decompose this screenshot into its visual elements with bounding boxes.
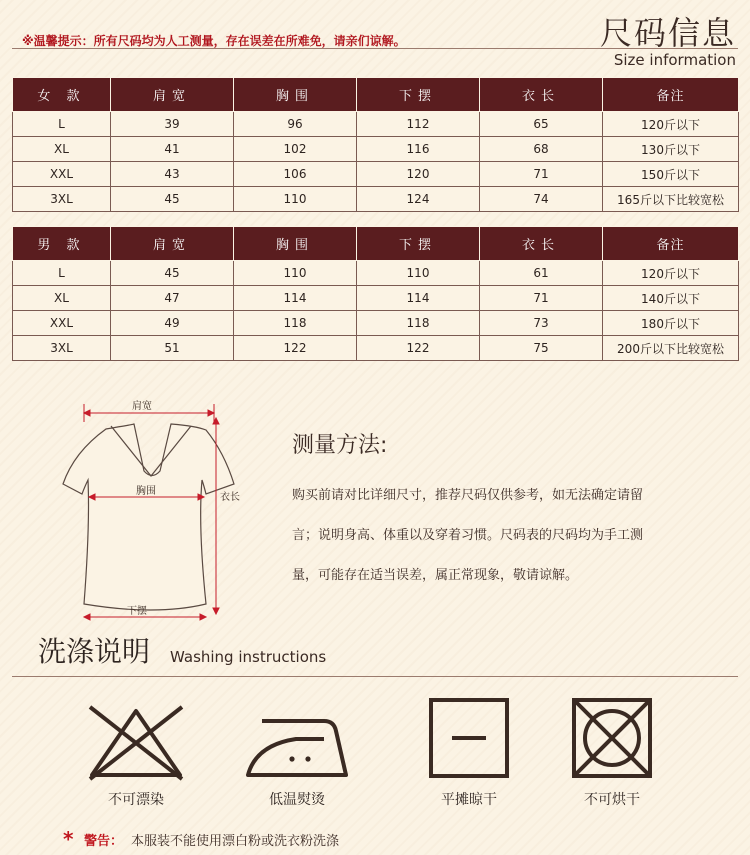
table-header-row	[13, 78, 739, 112]
table-cell: 114	[234, 286, 357, 311]
table-cell: 150斤以下	[603, 162, 739, 187]
table-cell: XL	[13, 137, 111, 162]
table-cell: 73	[480, 311, 603, 336]
table-cell: 120斤以下	[603, 261, 739, 286]
low-iron-icon	[242, 715, 352, 780]
table-cell: 68	[480, 137, 603, 162]
care-label-flat-dry: 平摊晾干	[441, 792, 497, 808]
table-cell: 122	[357, 336, 480, 361]
table-cell: XXL	[13, 162, 111, 187]
table-cell: 65	[480, 112, 603, 137]
table-cell: 71	[480, 286, 603, 311]
table-cell: 71	[480, 162, 603, 187]
table-row	[13, 311, 739, 336]
table-cell: 200斤以下比较宽松	[603, 336, 739, 361]
women-size-table	[12, 77, 739, 212]
header-cell: 男 款	[13, 227, 111, 261]
table-cell: 3XL	[13, 187, 111, 212]
measure-text-line: 量，可能存在适当误差，属正常现象，敬请谅解。	[292, 568, 579, 583]
tshirt-outline-icon	[63, 424, 234, 610]
table-cell: L	[13, 261, 111, 286]
table-cell: 165斤以下比较宽松	[603, 187, 739, 212]
header-cell: 女 款	[13, 78, 111, 112]
section-subtitle-size: Size information	[613, 51, 736, 69]
table-row	[13, 162, 739, 187]
table-cell: 74	[480, 187, 603, 212]
flat-dry-icon	[428, 697, 510, 779]
wash-title: 洗涤说明	[38, 635, 151, 668]
table-cell: 180斤以下	[603, 311, 739, 336]
header-cell: 胸围	[234, 227, 357, 261]
table-cell: 75	[480, 336, 603, 361]
table-header-row	[13, 227, 739, 261]
header-cell: 备注	[603, 78, 739, 112]
header-cell: 衣长	[480, 227, 603, 261]
table-cell: 47	[111, 286, 234, 311]
table-cell: 51	[111, 336, 234, 361]
label-length: 衣长	[220, 492, 240, 503]
warning-text: 本服装不能使用漂白粉或洗衣粉洗涤	[131, 834, 340, 849]
table-cell: 116	[357, 137, 480, 162]
header-cell: 胸围	[234, 78, 357, 112]
table-cell: 102	[234, 137, 357, 162]
care-label-low-iron: 低温熨烫	[269, 792, 325, 808]
table-row	[13, 261, 739, 286]
header-cell: 下摆	[357, 227, 480, 261]
table-cell: 140斤以下	[603, 286, 739, 311]
table-cell: 96	[234, 112, 357, 137]
table-cell: 41	[111, 137, 234, 162]
table-cell: 114	[357, 286, 480, 311]
header-cell: 备注	[603, 227, 739, 261]
table-row	[13, 137, 739, 162]
measure-title: 测量方法:	[292, 433, 388, 458]
wash-subtitle: Washing instructions	[170, 648, 327, 666]
tshirt-measurement-diagram	[56, 396, 256, 626]
table-cell: 49	[111, 311, 234, 336]
table-cell: 120斤以下	[603, 112, 739, 137]
table-cell: 106	[234, 162, 357, 187]
header-cell: 肩宽	[111, 78, 234, 112]
table-cell: 110	[234, 187, 357, 212]
table-cell: 130斤以下	[603, 137, 739, 162]
care-label-no-bleach: 不可漂染	[108, 792, 164, 808]
header-cell: 肩宽	[111, 227, 234, 261]
table-cell: 110	[234, 261, 357, 286]
table-row	[13, 112, 739, 137]
warning-label: 警告：	[84, 834, 124, 849]
table-cell: 43	[111, 162, 234, 187]
table-cell: XXL	[13, 311, 111, 336]
table-cell: 120	[357, 162, 480, 187]
table-cell: 112	[357, 112, 480, 137]
no-bleach-icon	[86, 697, 186, 782]
divider	[12, 48, 738, 49]
table-row	[13, 286, 739, 311]
divider	[12, 676, 738, 677]
warning-star-icon: *	[63, 827, 74, 851]
measure-text-line: 言；说明身高、体重以及穿着习惯。尺码表的尺码均为手工测	[292, 528, 644, 543]
table-cell: 118	[234, 311, 357, 336]
table-cell: 45	[111, 261, 234, 286]
table-cell: 110	[357, 261, 480, 286]
label-hem: 下摆	[127, 606, 147, 617]
table-cell: L	[13, 112, 111, 137]
table-row	[13, 336, 739, 361]
table-cell: 122	[234, 336, 357, 361]
table-row	[13, 187, 739, 212]
header-cell: 衣长	[480, 78, 603, 112]
notice-text: ※温馨提示：所有尺码均为人工测量，存在误差在所难免，请亲们谅解。	[22, 34, 406, 48]
no-tumble-dry-icon	[571, 697, 653, 779]
section-title-size: 尺码信息	[599, 14, 736, 52]
label-chest: 胸围	[136, 486, 156, 497]
table-cell: 3XL	[13, 336, 111, 361]
label-shoulder: 肩宽	[132, 401, 152, 412]
care-label-no-tumble-dry: 不可烘干	[584, 792, 640, 808]
table-cell: XL	[13, 286, 111, 311]
table-cell: 45	[111, 187, 234, 212]
table-cell: 118	[357, 311, 480, 336]
header-cell: 下摆	[357, 78, 480, 112]
table-cell: 39	[111, 112, 234, 137]
table-cell: 61	[480, 261, 603, 286]
measure-text-line: 购买前请对比详细尺寸，推荐尺码仅供参考，如无法确定请留	[292, 488, 644, 503]
men-size-table	[12, 226, 739, 361]
table-cell: 124	[357, 187, 480, 212]
